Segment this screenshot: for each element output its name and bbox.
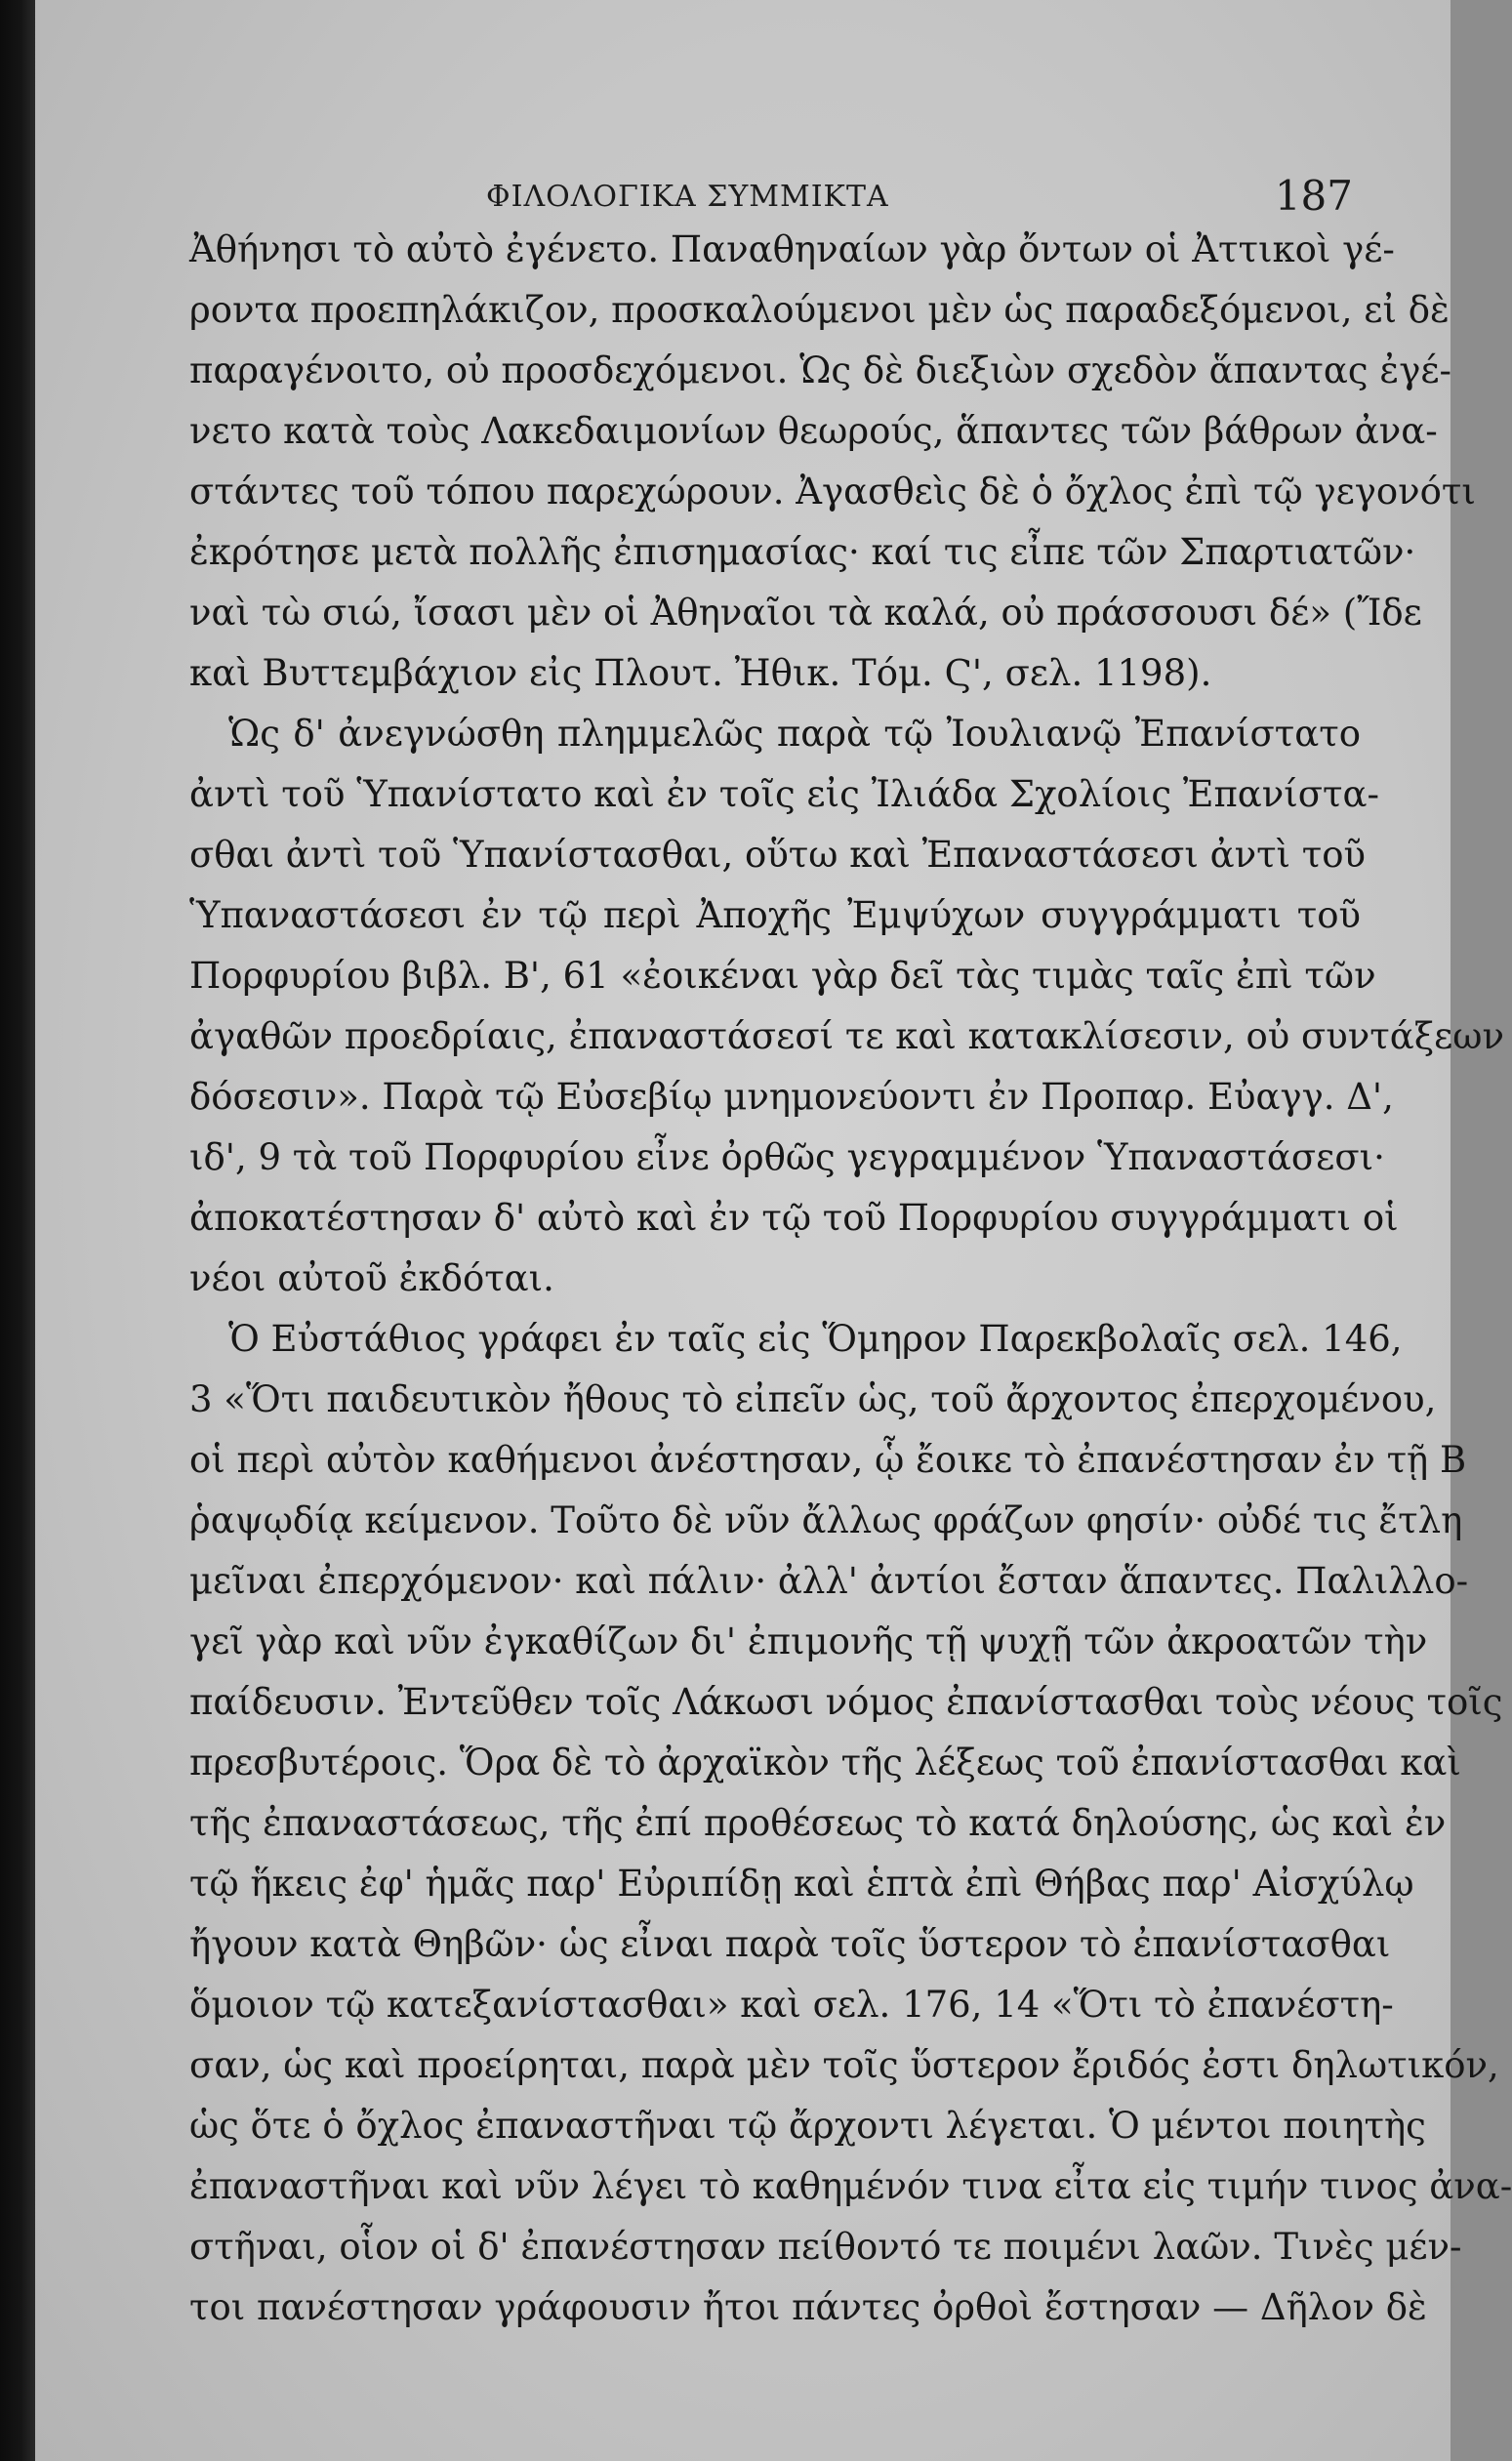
text-line: Ὑπαναστάσεσι ἐν τῷ περὶ Ἀποχῆς Ἐμψύχων συγγράμματι τοῦ — [189, 894, 1361, 936]
body-text — [189, 223, 1512, 2399]
text-line: ἀποκατέστησαν δ' αὐτὸ καὶ ἐν τῷ τοῦ Πορφυρίου συγγράμματι οἱ — [189, 1197, 1399, 1239]
text-line: ὅμοιον τῷ κατεξανίστασθαι» καὶ σελ. 176, 14 «Ὅτι τὸ ἐπανέστη- — [189, 1984, 1394, 2026]
text-line: Ὁ Εὐστάθιος γράφει ἐν ταῖς εἰς Ὅμηρον Παρεκβολαῖς σελ. 146, — [228, 1318, 1403, 1360]
text-line: τῆς ἐπαναστάσεως, τῆς ἐπί προθέσεως τὸ κατά δηλούσης, ὡς καὶ ἐν — [189, 1802, 1447, 1844]
text-line: οἱ περὶ αὐτὸν καθήμενοι ἀνέστησαν, ᾧ ἔοικε τὸ ἐπανέστησαν ἐν τῇ Β — [189, 1439, 1467, 1481]
text-line: στάντες τοῦ τόπου παρεχώρουν. Ἀγασθεὶς δὲ ὁ ὄχλος ἐπὶ τῷ γεγονότι — [189, 471, 1476, 513]
page-header — [230, 172, 1353, 221]
text-line: ἤγουν κατὰ Θηβῶν· ὡς εἶναι παρὰ τοῖς ὕστερον τὸ ἐπανίστασθαι — [189, 1923, 1391, 1965]
text-line: παραγένοιτο, οὐ προσδεχόμενοι. Ὡς δὲ διεξιὼν σχεδὸν ἅπαντας ἐγέ- — [189, 349, 1451, 391]
text-line: Ἀθήνησι τὸ αὐτὸ ἐγένετο. Παναθηναίων γὰρ ὄντων οἱ Ἀττικοὶ γέ- — [189, 228, 1395, 270]
running-title: ΦΙΛΟΛΟΓΙΚΑ ΣΥΜΜΙΚΤΑ — [486, 180, 889, 214]
text-line: ἐκρότησε μετὰ πολλῆς ἐπισημασίας· καί τις εἶπε τῶν Σπαρτιατῶν· — [189, 531, 1416, 573]
text-line: παίδευσιν. Ἐντεῦθεν τοῖς Λάκωσι νόμος ἐπανίστασθαι τοὺς νέους τοῖς — [189, 1681, 1503, 1723]
text-line: πρεσβυτέροις. Ὅρα δὲ τὸ ἀρχαϊκὸν τῆς λέξεως τοῦ ἐπανίστασθαι καὶ — [189, 1742, 1461, 1784]
text-line: ἀγαθῶν προεδρίαις, ἐπαναστάσεσί τε καὶ κατακλίσεσιν, οὐ συντάξεων — [189, 1015, 1504, 1057]
text-line: ναὶ τὼ σιώ, ἴσασι μὲν οἱ Ἀθηναῖοι τὰ καλά, οὐ πράσσουσι δέ» (Ἴδε — [189, 592, 1422, 634]
text-line: ιδ', 9 τὰ τοῦ Πορφυρίου εἶνε ὀρθῶς γεγραμμένον Ὑπαναστάσεσι· — [189, 1136, 1385, 1178]
text-line: σθαι ἀντὶ τοῦ Ὑπανίστασθαι, οὕτω καὶ Ἐπαναστάσεσι ἀντὶ τοῦ — [189, 834, 1367, 876]
book-page — [35, 0, 1512, 2461]
text-line: ροντα προεπηλάκιζον, προσκαλούμενοι μὲν ὡς παραδεξόμενοι, εἰ δὲ — [189, 289, 1450, 331]
text-line: νετο κατὰ τοὺς Λακεδαιμονίων θεωρούς, ἅπαντες τῶν βάθρων ἀνα- — [189, 410, 1438, 452]
text-line: ἐπαναστῆναι καὶ νῦν λέγει τὸ καθημένόν τινα εἶτα εἰς τιμήν τινος ἀνα- — [189, 2165, 1512, 2207]
text-line: τοι πανέστησαν γράφουσιν ἤτοι πάντες ὀρθοὶ ἔστησαν — Δῆλον δὲ — [189, 2286, 1427, 2328]
text-line: καὶ Βυττεμβάχιον εἰς Πλουτ. Ἠθικ. Τόμ. Ϛ', σελ. 1198). — [189, 652, 1212, 694]
text-line: ῥαψῳδίᾳ κείμενον. Τοῦτο δὲ νῦν ἄλλως φράζων φησίν· οὐδέ τις ἔτλη — [189, 1499, 1463, 1541]
text-line: νέοι αὐτοῦ ἐκδόται. — [189, 1257, 554, 1299]
binding-edge — [0, 0, 35, 2461]
text-line: σαν, ὡς καὶ προείρηται, παρὰ μὲν τοῖς ὕστερον ἔριδός ἐστι δηλωτικόν, — [189, 2044, 1499, 2086]
text-line: ἀντὶ τοῦ Ὑπανίστατο καὶ ἐν τοῖς εἰς Ἰλιάδα Σχολίοις Ἐπανίστα- — [189, 773, 1379, 815]
text-line: 3 «Ὅτι παιδευτικὸν ἤθους τὸ εἰπεῖν ὡς, τοῦ ἄρχοντος ἐπερχομένου, — [189, 1378, 1437, 1420]
text-line: μεῖναι ἐπερχόμενον· καὶ πάλιν· ἀλλ' ἀντίοι ἔσταν ἅπαντες. Παλιλλο- — [189, 1560, 1469, 1602]
text-line: Ὡς δ' ἀνεγνώσθη πλημμελῶς παρὰ τῷ Ἰουλιανῷ Ἐπανίστατο — [228, 713, 1361, 755]
text-line: στῆναι, οἷον οἱ δ' ἐπανέστησαν πείθοντό τε ποιμένι λαῶν. Τινὲς μέν- — [189, 2226, 1462, 2268]
text-line: δόσεσιν». Παρὰ τῷ Εὐσεβίῳ μνημονεύοντι ἐν Προπαρ. Εὐαγγ. Δ', — [189, 1076, 1394, 1118]
text-line: Πορφυρίου βιβλ. Β', 61 «ἐοικέναι γὰρ δεῖ τὰς τιμὰς ταῖς ἐπὶ τῶν — [189, 955, 1376, 997]
text-line: ὡς ὅτε ὁ ὄχλος ἐπαναστῆναι τῷ ἄρχοντι λέγεται. Ὁ μέντοι ποιητὴς — [189, 2105, 1426, 2147]
text-line: τῷ ἥκεις ἐφ' ἡμᾶς παρ' Εὐριπίδῃ καὶ ἑπτὰ ἐπὶ Θήβας παρ' Αἰσχύλῳ — [189, 1863, 1414, 1905]
text-line: γεῖ γὰρ καὶ νῦν ἐγκαθίζων δι' ἐπιμονῆς τῇ ψυχῇ τῶν ἀκροατῶν τὴν — [189, 1620, 1428, 1662]
page-number: 187 — [1274, 172, 1353, 220]
